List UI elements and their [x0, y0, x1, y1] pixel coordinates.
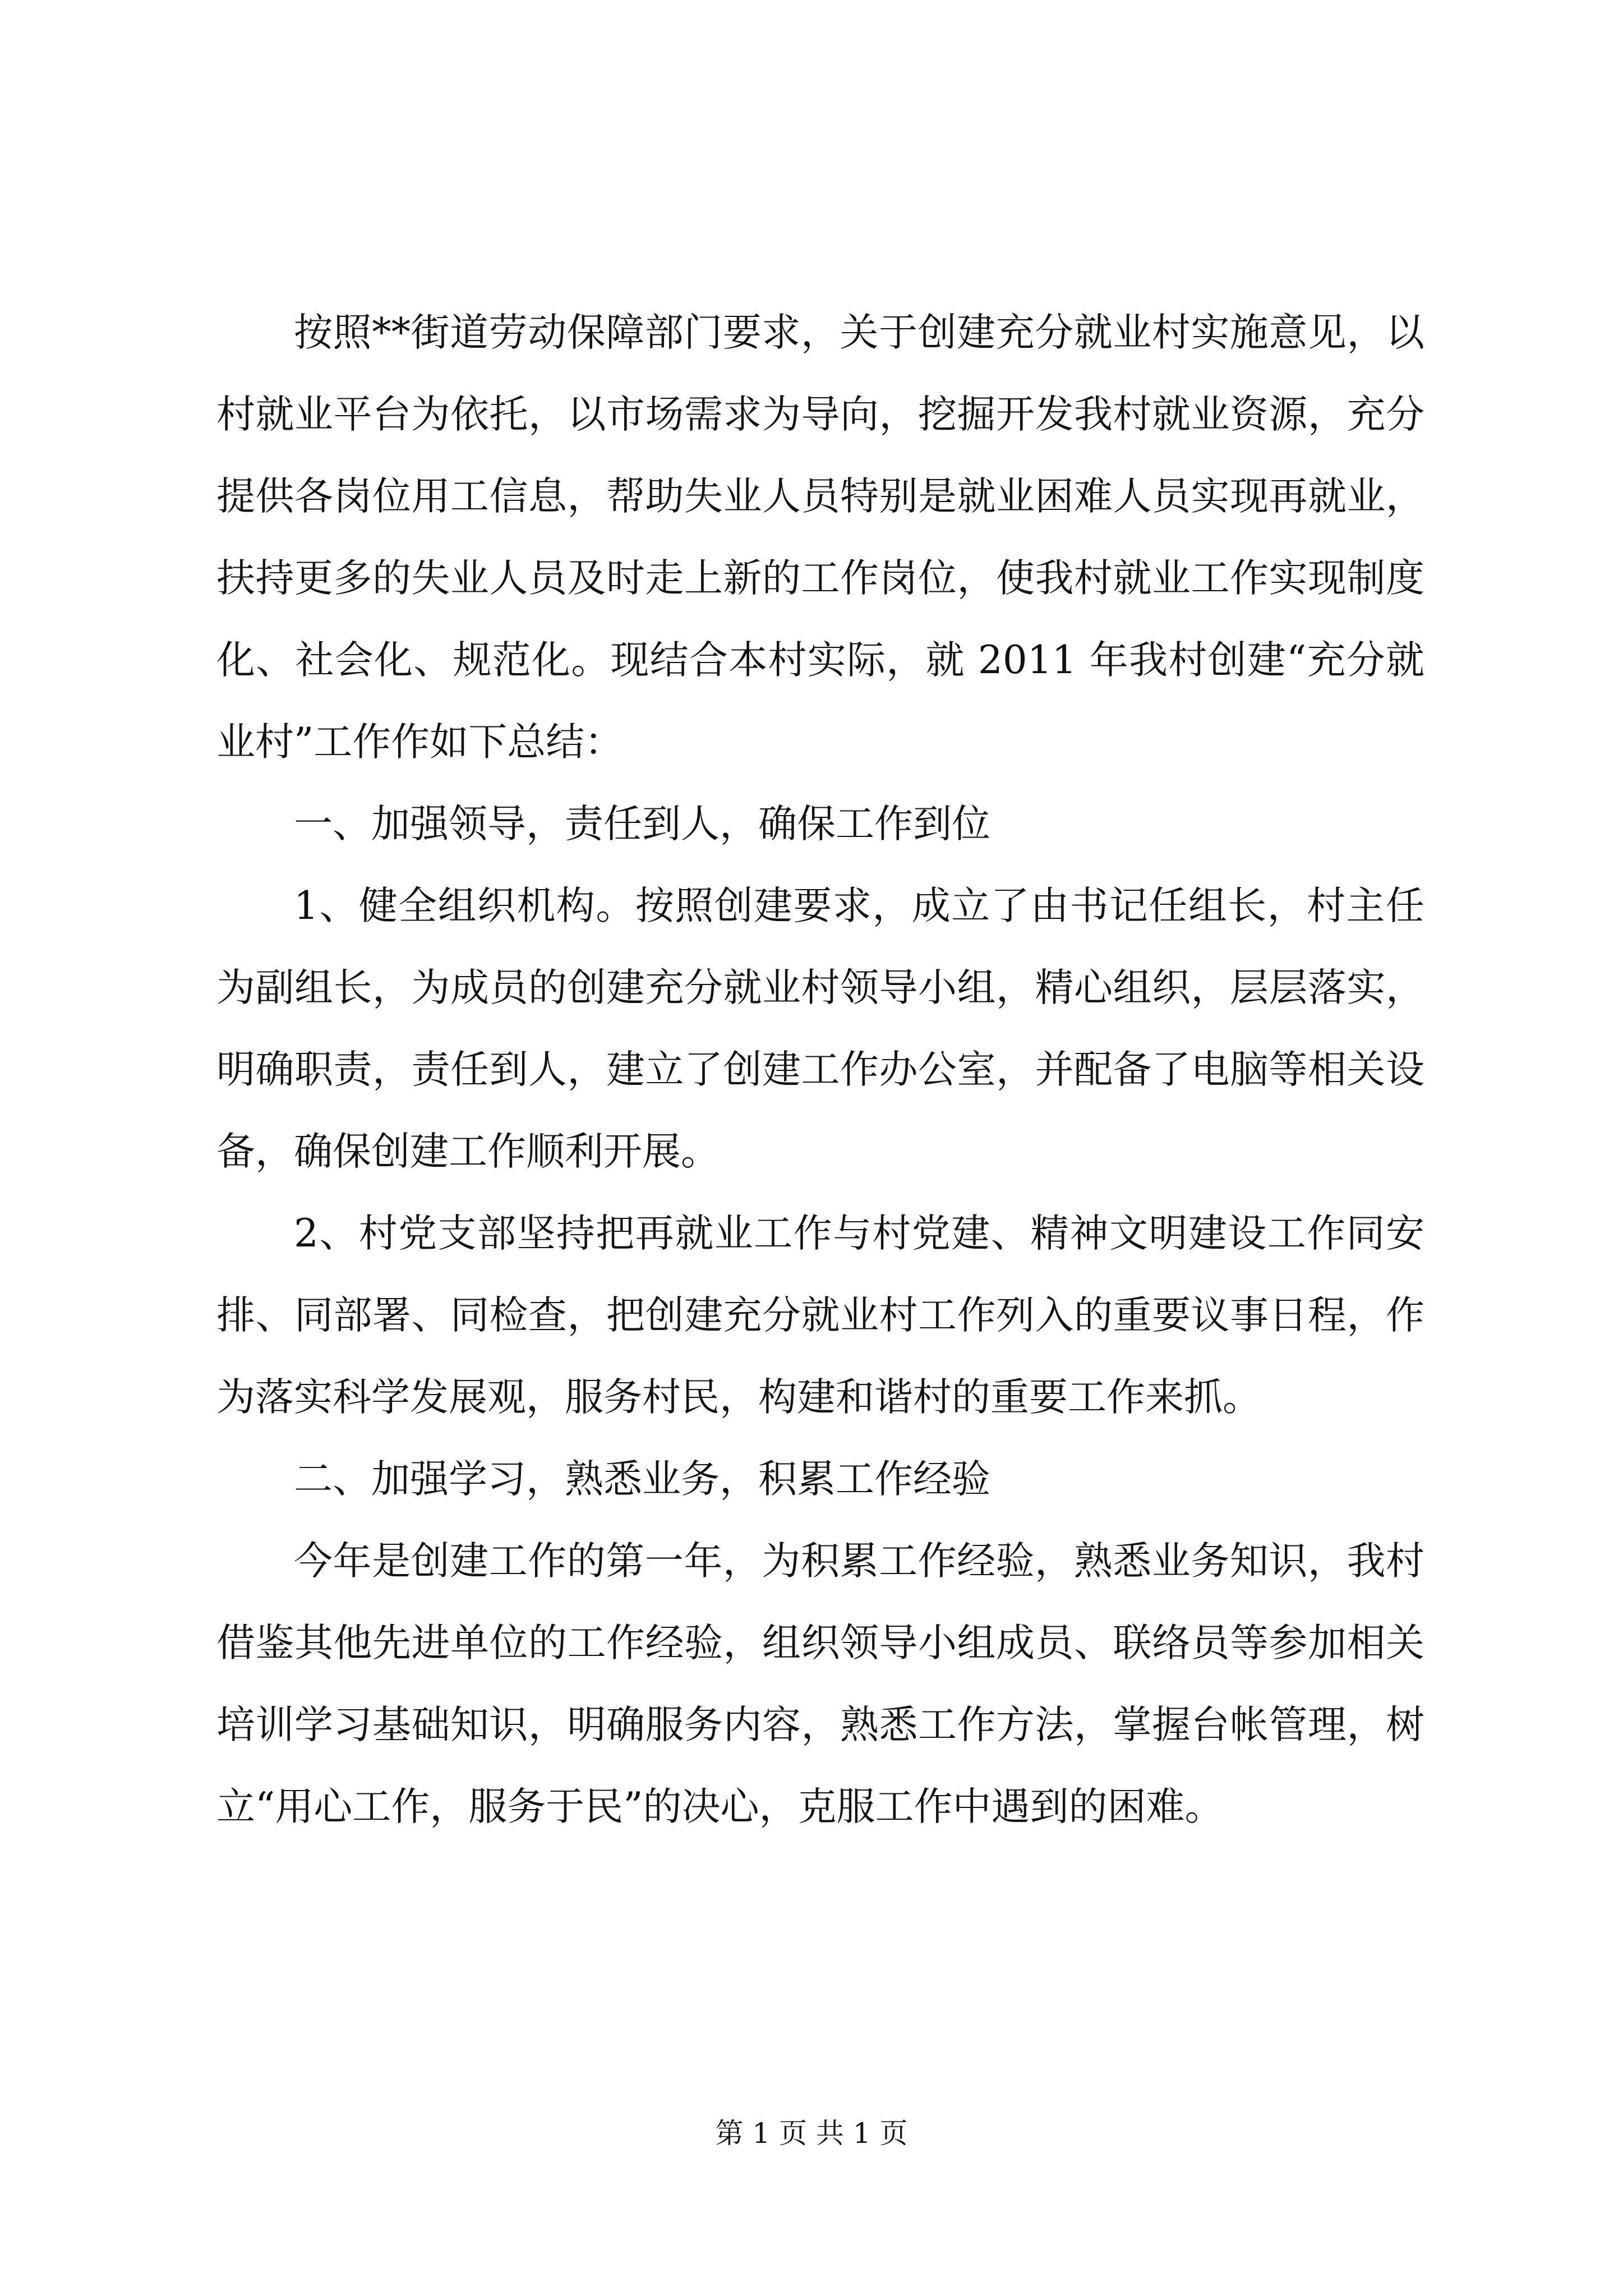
section-heading-1: 一、加强领导，责任到人，确保工作到位 [294, 802, 990, 846]
paragraph-intro: 按照**街道劳动保障部门要求，关于创建充分就业村实施意见，以村就业平台为依托，以市场需求为导向，挖掘开发我村就业资源，充分提供各岗位用工信息，帮助失业人员特别是就业困难人员实现再就业，扶持更多的失业人员及时走上新的工作岗位，使我村就业工作实现制度化、社会化、规范化。现结合本村实际，就 2011 年我村创建“充分就业村”工作作如下总结： [216, 310, 1424, 765]
page-footer: 第 1 页 共 1 页 [715, 2117, 908, 2150]
paragraph-party-branch: 2、村党支部坚持把再就业工作与村党建、精神文明建设工作同安排、同部署、同检查，把创建充分就业村工作列入的重要议事日程，作为落实科学发展观，服务村民，构建和谐村的重要工作来抓。 [216, 1211, 1424, 1420]
document-body [216, 292, 1424, 1848]
section-heading-2: 二、加强学习，熟悉业务，积累工作经验 [294, 1457, 990, 1502]
paragraph-learning: 今年是创建工作的第一年，为积累工作经验，熟悉业务知识，我村借鉴其他先进单位的工作经验，组织领导小组成员、联络员等参加相关培训学习基础知识，明确服务内容，熟悉工作方法，掌握台帐管理，树立“用心工作，服务于民”的决心，克服工作中遇到的困难。 [216, 1539, 1424, 1829]
paragraph-organization: 1、健全组织机构。按照创建要求，成立了由书记任组长，村主任为副组长，为成员的创建充分就业村领导小组，精心组织，层层落实，明确职责，责任到人，建立了创建工作办公室，并配备了电脑等相关设备，确保创建工作顺利开展。 [216, 884, 1424, 1174]
